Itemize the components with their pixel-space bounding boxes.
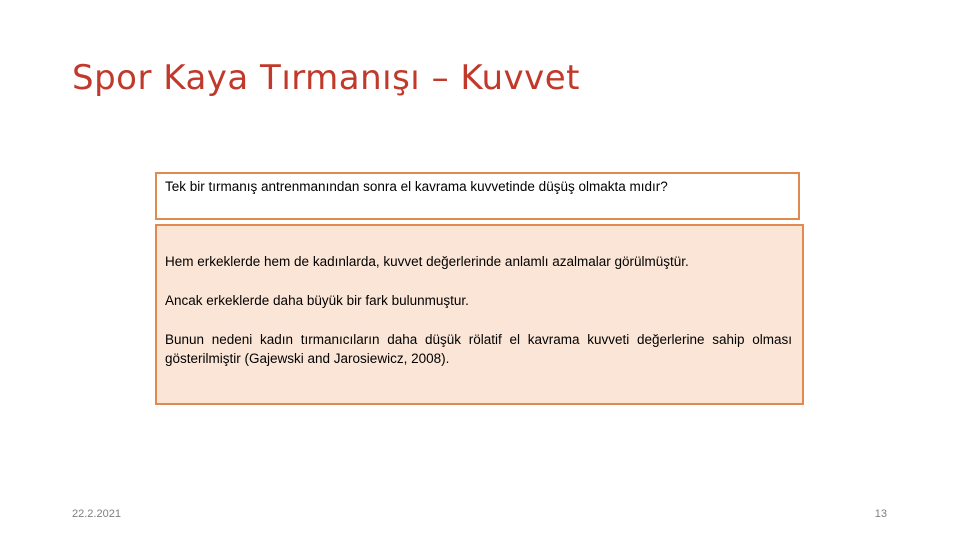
answer-box: [155, 224, 804, 405]
question-text: Tek bir tırmanış antrenmanından sonra el kavrama kuvvetinde düşüş olmakta mıdır?: [165, 179, 668, 194]
question-box: [155, 172, 800, 220]
footer-date: 22.2.2021: [72, 508, 121, 520]
slide-title: Spor Kaya Tırmanışı – Kuvvet: [72, 58, 581, 98]
answer-paragraph: Bunun nedeni kadın tırmanıcıların daha düşük rölatif el kavrama kuvveti değerlerine sahip olması gösterilmiştir (Gajewski and Jarosiewicz, 2008).: [165, 332, 792, 366]
answer-paragraph: Ancak erkeklerde daha büyük bir fark bulunmuştur.: [165, 293, 469, 308]
answer-paragraph: Hem erkeklerde hem de kadınlarda, kuvvet değerlerinde anlamlı azalmalar görülmüştür.: [165, 254, 689, 269]
page-number: 13: [874, 508, 887, 520]
